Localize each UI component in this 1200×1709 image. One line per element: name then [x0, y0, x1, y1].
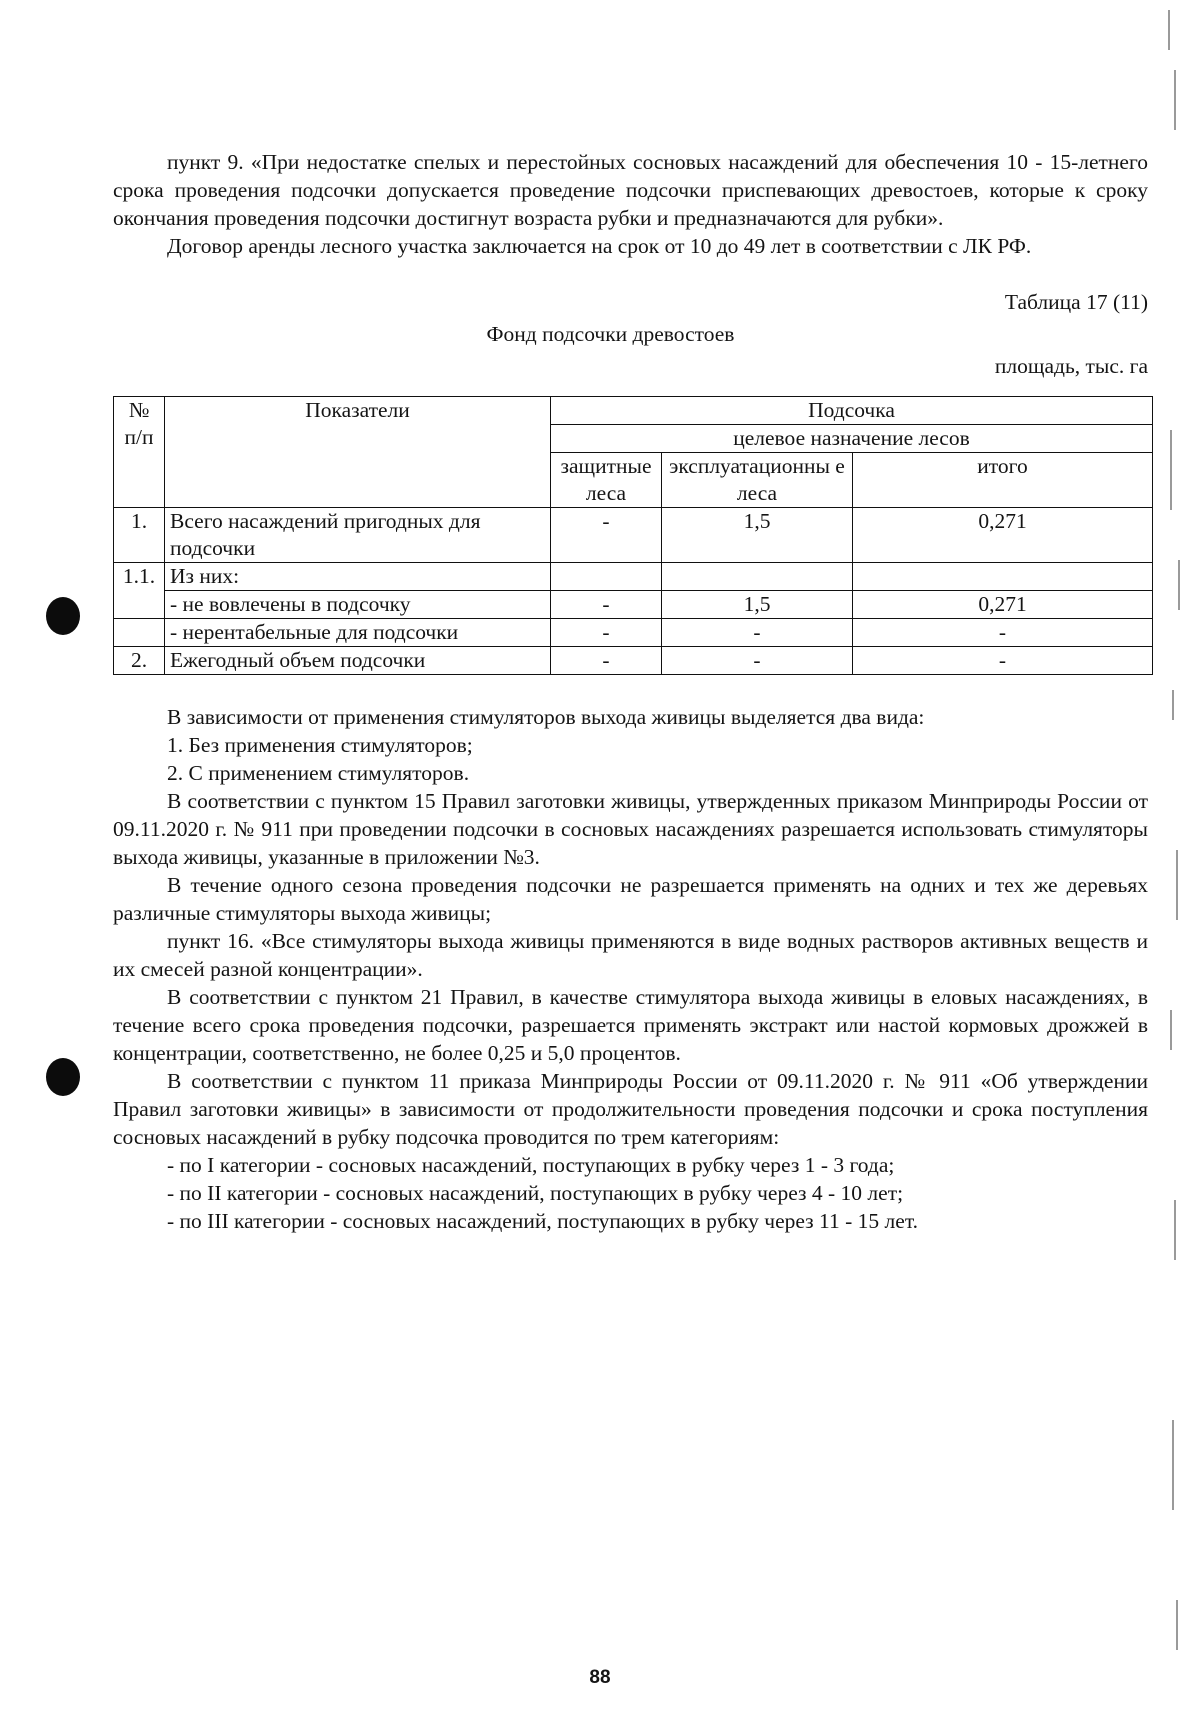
row-num: 2.	[114, 647, 165, 675]
row-exploitation: -	[662, 647, 853, 675]
header-total: итого	[853, 453, 1153, 508]
punch-hole-mark	[46, 597, 80, 635]
row-total: -	[853, 619, 1153, 647]
table-row	[114, 591, 1153, 619]
header-exploitation: эксплуатационны е леса	[662, 453, 853, 508]
list-item: - по III категории - сосновых насаждений, поступающих в рубку через 11 - 15 лет.	[167, 1209, 918, 1233]
paragraph: В соответствии с пунктом 11 приказа Минприроды России от 09.11.2020 г. № 911 «Об утверждении Правил заготовки живицы» в зависимости от продолжительности проведения подсочки и срока поступления сосновых насаждений в рубку подсочка проводится по трем категориям:	[113, 1069, 1148, 1149]
table-row	[114, 619, 1153, 647]
table-number: Таблица 17 (11)	[1004, 290, 1148, 314]
table-row	[114, 647, 1153, 675]
header-protective: защитные леса	[551, 453, 662, 508]
paragraph: пункт 9. «При недостатке спелых и перестойных сосновых насаждений для обеспечения 10 - 15-летнего срока проведения подсочки допускается проведение подсочки приспевающих древостоев, которые к сроку окончания проведения подсочки достигнут возраста рубки и предназначаются для рубки».	[113, 150, 1148, 230]
row-protective: -	[551, 647, 662, 675]
row-exploitation: -	[662, 619, 853, 647]
paragraph: В соответствии с пунктом 15 Правил заготовки живицы, утвержденных приказом Минприроды России от 09.11.2020 г. № 911 при проведении подсочки в сосновых насаждениях разрешается использовать стимуляторы выхода живицы, указанные в приложении №3.	[113, 789, 1148, 869]
resin-tapping-table	[113, 396, 1153, 675]
page-number: 88	[589, 1667, 611, 1688]
row-name: - нерентабельные для подсочки	[165, 619, 551, 647]
row-name: - не вовлечены в подсочку	[165, 591, 551, 619]
row-total: 0,271	[853, 591, 1153, 619]
paragraph: Договор аренды лесного участка заключается на срок от 10 до 49 лет в соответствии с ЛК РФ.	[167, 234, 1032, 258]
row-exploitation: 1,5	[662, 591, 853, 619]
list-item: 1. Без применения стимуляторов;	[167, 733, 473, 757]
table-units: площадь, тыс. га	[994, 354, 1148, 378]
row-exploitation	[662, 563, 853, 591]
table-row	[114, 563, 1153, 591]
row-name: Ежегодный объем подсочки	[165, 647, 551, 675]
table-header-row	[114, 397, 1153, 425]
row-total: 0,271	[853, 508, 1153, 563]
row-name: Из них:	[165, 563, 551, 591]
paragraph: В соответствии с пунктом 21 Правил, в качестве стимулятора выхода живицы в еловых насаждениях, в течение всего срока проведения подсочки, разрешается применять экстракт или настой кормовых дрожжей в концентрации, соответственно, не более 0,25 и 5,0 процентов.	[113, 985, 1148, 1065]
header-subgroup: целевое назначение лесов	[551, 425, 1153, 453]
paragraph: В течение одного сезона проведения подсочки не разрешается применять на одних и тех же деревьях различные стимуляторы выхода живицы;	[113, 873, 1148, 925]
row-num: 1.	[114, 508, 165, 563]
row-name: Всего насаждений пригодных для подсочки	[165, 508, 551, 563]
table-row	[114, 508, 1153, 563]
row-protective: -	[551, 619, 662, 647]
row-protective: -	[551, 508, 662, 563]
row-num: 1.1.	[114, 563, 165, 619]
table-title: Фонд подсочки древостоев	[486, 322, 735, 346]
scan-edge-noise	[1164, 0, 1194, 1709]
punch-hole-mark	[46, 1058, 80, 1096]
row-num	[114, 619, 165, 647]
header-group: Подсочка	[551, 397, 1153, 425]
row-exploitation: 1,5	[662, 508, 853, 563]
list-item: - по II категории - сосновых насаждений, поступающих в рубку через 4 - 10 лет;	[167, 1181, 904, 1205]
row-protective	[551, 563, 662, 591]
row-protective: -	[551, 591, 662, 619]
row-total	[853, 563, 1153, 591]
row-total: -	[853, 647, 1153, 675]
body-text	[113, 703, 1148, 1235]
header-num: № п/п	[114, 397, 165, 508]
list-item: - по I категории - сосновых насаждений, поступающих в рубку через 1 - 3 года;	[167, 1153, 895, 1177]
header-indicators: Показатели	[165, 397, 551, 508]
list-item: 2. С применением стимуляторов.	[167, 761, 470, 785]
page-content	[113, 148, 1148, 1235]
paragraph: пункт 16. «Все стимуляторы выхода живицы применяются в виде водных растворов активных веществ и их смесей разной концентрации».	[113, 929, 1148, 981]
paragraph: В зависимости от применения стимуляторов выхода живицы выделяется два вида:	[167, 705, 925, 729]
